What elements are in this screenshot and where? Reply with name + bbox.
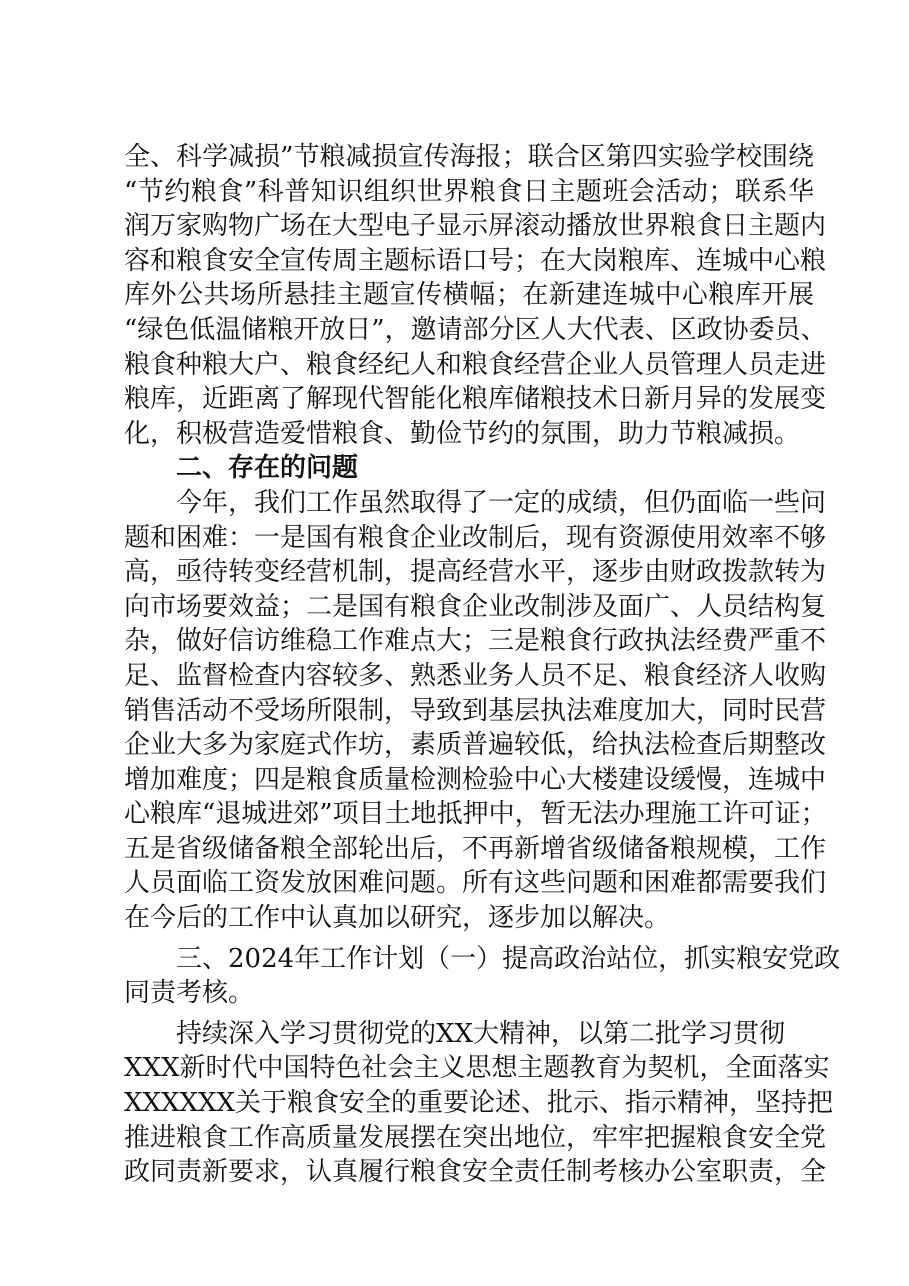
document-body (124, 140, 841, 1190)
text-line: 全、科学减损”节粮减损宣传海报；联合区第四实验学校围绕 (124, 142, 814, 172)
text-line: 粮食种粮大户、粮食经纪人和粮食经营企业人员管理人员走进 (124, 349, 827, 380)
text-line: 人员面临工资发放困难问题。所有这些问题和困难都需要我们 (124, 868, 827, 899)
text-line: 销售活动不受场所限制，导致到基层执法难度加大，同时民营 (124, 695, 827, 726)
text-line: 同责考核。 (124, 978, 255, 1009)
text-line: 杂，做好信访维稳工作难点大；三是粮食行政执法经费严重不 (124, 626, 827, 657)
text-line: 政同责新要求，认真履行粮食安全责任制考核办公室职责，全 (124, 1157, 827, 1188)
paragraph-3 (124, 1017, 834, 1190)
text-line: 足、监督检查内容较多、熟悉业务人员不足、粮食经济人收购 (124, 660, 827, 691)
section-heading-plan (124, 942, 841, 1011)
text-line: 在今后的工作中认真加以研究，逐步加以解决。 (124, 903, 671, 934)
text-line: 企业大多为家庭式作坊，素质普遍较低，给执法检查后期整改 (124, 730, 827, 761)
text-line: 五是省级储备粮全部轮出后，不再新增省级储备粮规模，工作 (124, 833, 827, 864)
text-line: “绿色低温储粮开放日”，邀请部分区人大代表、区政协委员、 (124, 314, 827, 345)
text-line: 增加难度；四是粮食质量检测检验中心大楼建设缓慢，连城中 (124, 764, 827, 795)
text-line: 粮库，近距离了解现代智能化粮库储粮技术日新月异的发展变 (124, 384, 827, 415)
text-line: 容和粮食安全宣传周主题标语口号；在大岗粮库、连城中心粮 (124, 245, 827, 276)
text-line: XXX新时代中国特色社会主义思想主题教育为契机，全面落实 (124, 1053, 830, 1084)
text-line: “节约粮食”科普知识组织世界粮食日主题班会活动；联系华 (124, 176, 814, 207)
text-line: 题和困难：一是国有粮食企业改制后，现有资源使用效率不够 (124, 522, 827, 553)
text-line: 心粮库“退城进郊”项目土地抵押中，暂无法办理施工许可证； (124, 799, 827, 830)
text-line: 润万家购物广场在大型电子显示屏滚动播放世界粮食日主题内 (124, 211, 827, 242)
text-line: XXXXXX关于粮食安全的重要论述、批示、指示精神，坚持把 (124, 1088, 834, 1119)
text-line: 三、2024年工作计划（一）提高政治站位，抓实粮安党政 (176, 943, 841, 974)
text-line: 库外公共场所悬挂主题宣传横幅；在新建连城中心粮库开展 (124, 280, 814, 311)
text-line: 持续深入学习贯彻党的XX大精神，以第二批学习贯彻 (176, 1018, 786, 1049)
paragraph-1 (124, 140, 827, 451)
text-line: 今年，我们工作虽然取得了一定的成绩，但仍面临一些问 (176, 487, 827, 518)
text-line: 化，积极营造爱惜粮食、勤俭节约的氛围，助力节粮减损。 (124, 418, 801, 449)
text-line: 向市场要效益；二是国有粮食企业改制涉及面广、人员结构复 (124, 591, 827, 622)
paragraph-2 (124, 486, 827, 936)
text-line: 高，亟待转变经营机制，提高经营水平，逐步由财政拨款转为 (124, 557, 827, 588)
text-line: 推进粮食工作高质量发展摆在突出地位，牢牢把握粮食安全党 (124, 1122, 827, 1153)
section-heading-problems: 二、存在的问题 (176, 453, 359, 484)
